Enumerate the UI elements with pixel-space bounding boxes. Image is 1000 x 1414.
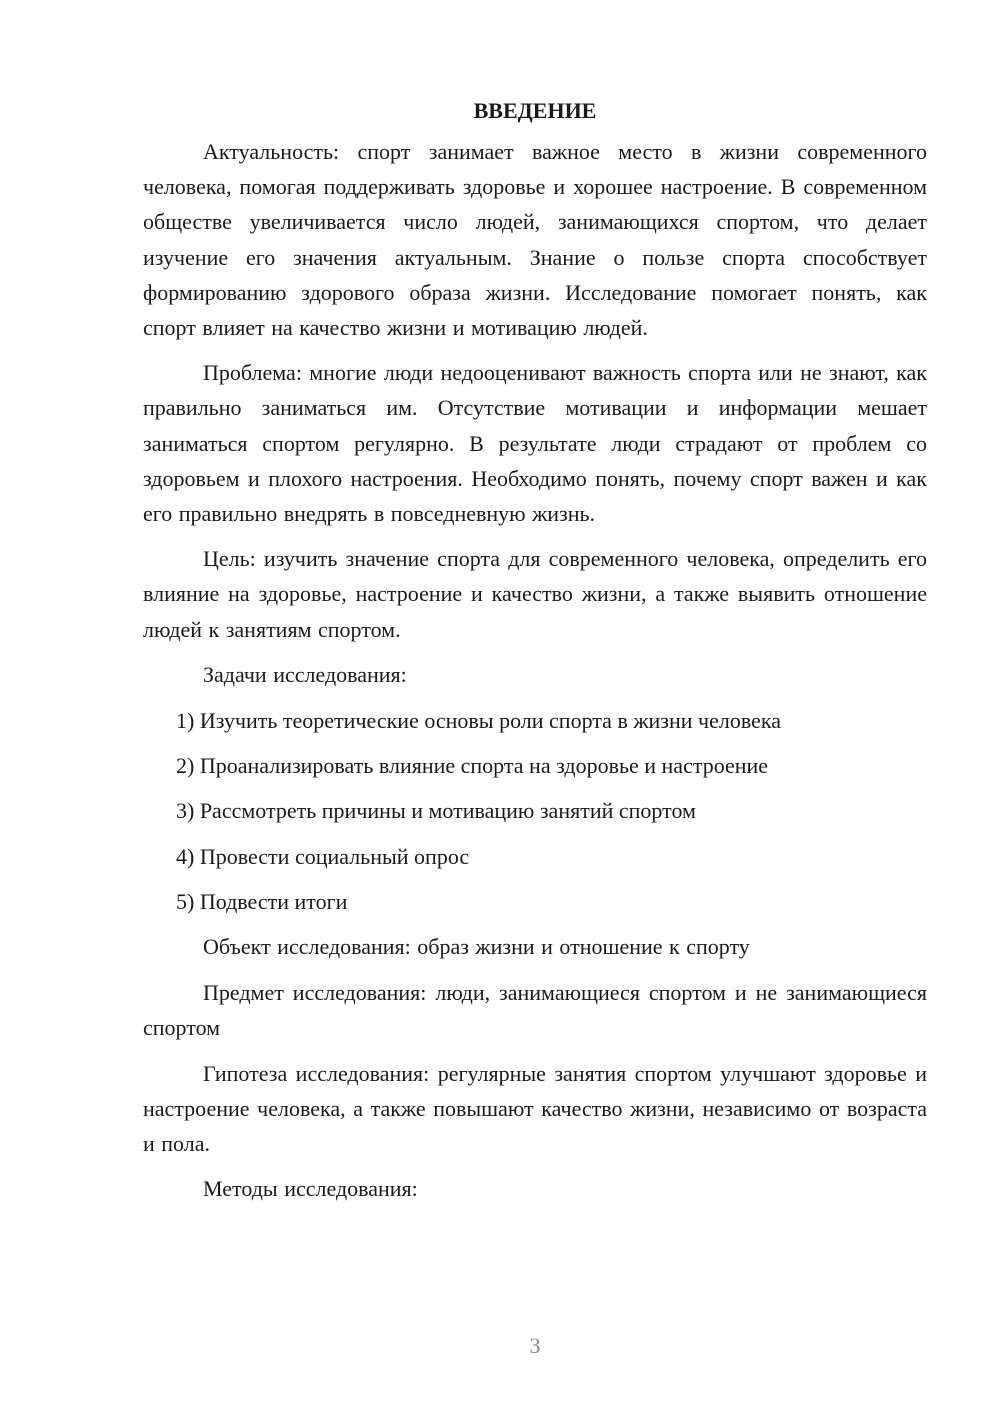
list-item: 5) Подвести итоги [176,888,348,914]
page-content [143,96,927,1216]
page-title: ВВЕДЕНИЕ [473,98,597,123]
tasks-heading: Задачи исследования: [203,661,407,687]
goal-paragraph: Цель: изучить значение спорта для современного человека, определить его влияние на здоровье, настроение и качество жизни, а также выявить отношение людей к занятиям спортом. [143,546,927,642]
list-item: 1) Изучить теоретические основы роли спорта в жизни человека [176,708,781,734]
subject-paragraph: Предмет исследования: люди, занимающиеся спортом и не занимающиеся спортом [143,980,927,1041]
list-item: 2) Проанализировать влияние спорта на здоровье и настроение [176,753,769,779]
problem-paragraph: Проблема: многие люди недооценивают важность спорта или не знают, как правильно заниматься им. Отсутствие мотивации и информации мешает заниматься спортом регулярно. В результате люди страдают от проблем со здоровьем и плохого настроения. Необходимо понять, почему спорт важен и как его правильно внедрять в повседневную жизнь. [143,360,927,527]
list-item: 4) Провести социальный опрос [176,843,470,869]
tasks-list [143,703,927,919]
list-item: 3) Рассмотреть причины и мотивацию занятий спортом [176,798,696,824]
object-paragraph: Объект исследования: образ жизни и отношение к спорту [203,934,750,960]
relevance-paragraph: Актуальность: спорт занимает важное место в жизни современного человека, помогая поддерживать здоровье и хорошее настроение. В современном обществе увеличивается число людей, занимающихся спортом, что делает изучение его значения актуальным. Знание о пользе спорта способствует формированию здорового образа жизни. Исследование помогает понять, как спорт влияет на качество жизни и мотивацию людей. [143,139,927,341]
page-number: 3 [529,1333,541,1358]
hypothesis-paragraph: Гипотеза исследования: регулярные занятия спортом улучшают здоровье и настроение человека, а также повышают качество жизни, независимо от возраста и пола. [143,1060,927,1157]
methods-heading: Методы исследования: [203,1176,418,1202]
